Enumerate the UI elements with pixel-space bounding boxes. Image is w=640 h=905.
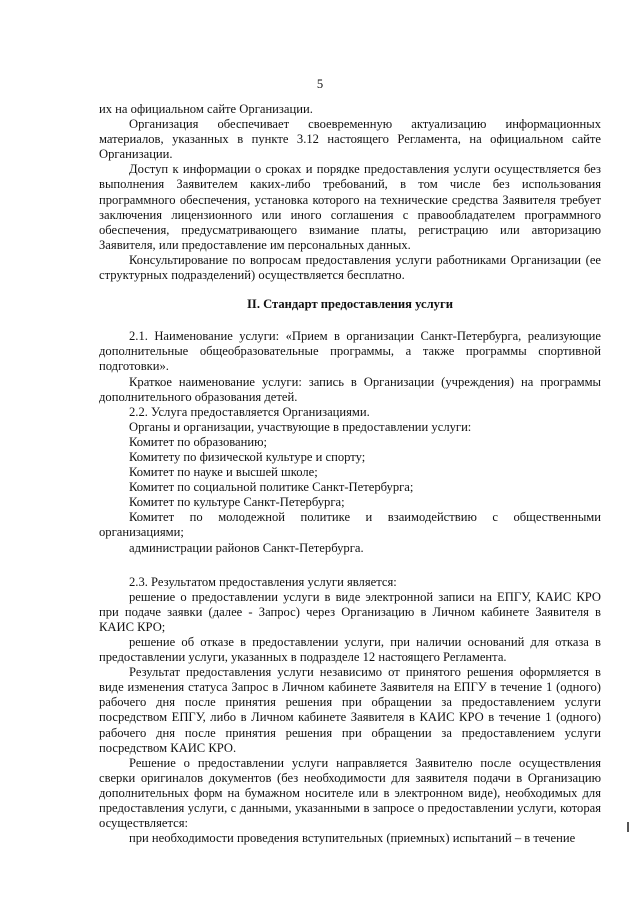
organization-list-item: Комитет по культуре Санкт-Петербурга; bbox=[129, 495, 345, 510]
paragraph: решение о предоставлении услуги в виде электронной записи на ЕПГУ, КАИС КРО при подаче заявки (далее - Запрос) через Организацию в Личном кабинете Заявителя в КАИС КРО; bbox=[99, 589, 601, 634]
organization-list-item: администрации районов Санкт-Петербурга. bbox=[129, 540, 364, 555]
organization-list-item: Комитету по физической культуре и спорту; bbox=[129, 449, 366, 464]
paragraph: при необходимости проведения вступительных (приемных) испытаний – в течение bbox=[129, 831, 576, 846]
organization-list-item: Комитет по социальной политике Санкт-Петербурга; bbox=[129, 480, 414, 495]
section-title: II. Стандарт предоставления услуги bbox=[247, 297, 453, 312]
organization-list-item: Комитет по науке и высшей школе; bbox=[129, 465, 318, 480]
paragraph: 2.2. Услуга предоставляется Организациями. bbox=[129, 404, 370, 419]
scan-edge-mark bbox=[627, 822, 629, 832]
page-number: 5 bbox=[316, 77, 324, 91]
organization-list-item: Комитет по образованию; bbox=[129, 434, 268, 449]
paragraph: их на официальном сайте Организации. bbox=[99, 102, 313, 116]
paragraph: Результат предоставления услуги независимо от принятого решения оформляется в виде изменения статуса Запрос в Личном кабинете Заявителя на ЕПГУ в течение 1 (одного) рабочего дня после принятия решения при обращении за предоставлением услуги посредством ЕПГУ, либо в Личном кабинете Заявителя в КАИС КРО в течение 1 (одного) рабочего дня после принятия решения при обращении за предоставлением услуги посредством КАИС КРО. bbox=[99, 665, 601, 755]
paragraph: Организация обеспечивает своевременную актуализацию информационных материалов, указанных в пункте 3.12 настоящего Регламента, на официальном сайте Организации. bbox=[99, 117, 601, 162]
organization-list-item: Комитет по молодежной политике и взаимодействию с общественными организациями; bbox=[99, 510, 601, 540]
paragraph: Краткое наименование услуги: запись в Организации (учреждения) на программы дополнительного образования детей. bbox=[99, 374, 601, 404]
paragraph: 2.3. Результатом предоставления услуги является: bbox=[129, 574, 397, 589]
paragraph: Консультирование по вопросам предоставления услуги работниками Организации (ее структурных подразделений) осуществляется бесплатно. bbox=[99, 252, 601, 283]
paragraph: Доступ к информации о сроках и порядке предоставления услуги осуществляется без выполнения Заявителем каких-либо требований, в том числе без использования программного обеспечения, установка которого на технические средства Заявителя требует заключения лицензионного или иного соглашения с правообладателем программного обеспечения, предусматривающего взимание платы, регистрацию или авторизацию Заявителя, или предоставление им персональных данных. bbox=[99, 162, 601, 252]
paragraph: Органы и организации, участвующие в предоставлении услуги: bbox=[129, 419, 472, 434]
document-body bbox=[99, 102, 601, 846]
paragraph: Решение о предоставлении услуги направляется Заявителю после осуществления сверки оригиналов документов (без необходимости для заявителя подачи в Организацию дополнительных форм на бумажном носителе или в электронном виде), необходимых для предоставления услуги, с данными, указанными в запросе о предоставлении услуги, которая осуществляется: bbox=[99, 755, 601, 831]
paragraph: 2.1. Наименование услуги: «Прием в организации Санкт-Петербурга, реализующие дополнительные общеобразовательные программы, а также программы спортивной подготовки». bbox=[99, 329, 601, 374]
paragraph: решение об отказе в предоставлении услуги, при наличии оснований для отказа в предоставлении услуги, указанных в подразделе 12 настоящего Регламента. bbox=[99, 635, 601, 665]
